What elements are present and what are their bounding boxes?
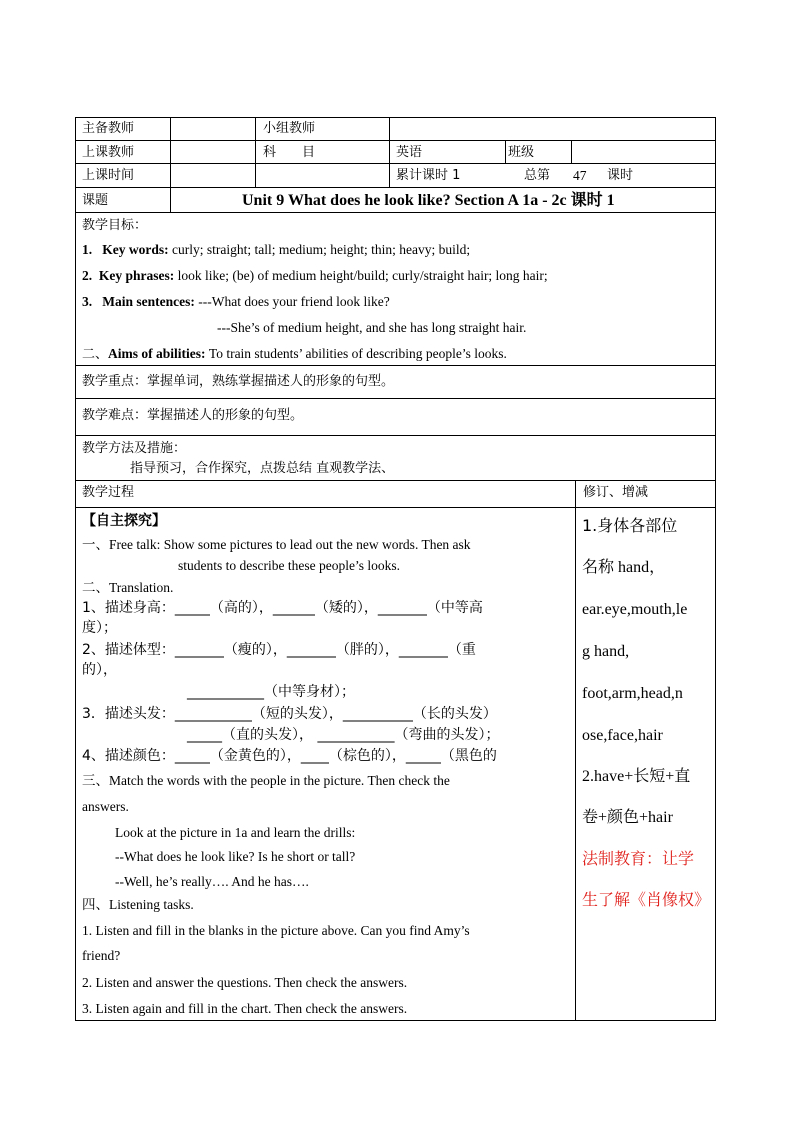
- objective-key-phrases: 2. Key phrases: look like; (be) of medium height/build; curly/straight hair; long hair;: [82, 268, 548, 283]
- translation-height: 1、描述身高：_____（高的），______（矮的），_______（中等高: [82, 600, 483, 616]
- listening-task-1-cont: friend?: [82, 948, 121, 963]
- methods-heading: 教学方法及措施：: [82, 441, 187, 456]
- translation-hair-cont: _____（直的头发）， ___________（弯曲的头发）；: [187, 727, 500, 743]
- revision-note-5: foot,arm,head,n: [582, 685, 683, 702]
- revision-note-6: ose,face,hair: [582, 727, 663, 744]
- drill-intro: Look at the picture in 1a and learn the drills:: [115, 825, 356, 840]
- class-teacher-label: 上课教师: [82, 145, 135, 160]
- class-time-label: 上课时间: [82, 168, 135, 183]
- objectives-heading: 教学目标：: [82, 218, 148, 233]
- revision-note-7: 2.have+长短+直: [582, 768, 691, 785]
- revision-note-3: ear.eye,mouth,le: [582, 601, 688, 618]
- objective-abilities: 二、Aims of abilities: To train students’ abilities of describing people’s looks.: [82, 346, 507, 362]
- revision-note-2: 名称 hand，: [582, 559, 666, 576]
- translation-build: 2、描述体型：_______（瘦的），_______（胖的），_______（重: [82, 642, 476, 658]
- objective-main-sentences: 3. Main sentences: ---What does your friend look like?: [82, 294, 390, 309]
- listening-task-1: 1. Listen and fill in the blanks in the picture above. Can you find Amy’s: [82, 923, 470, 938]
- key-points: 教学重点：掌握单词，熟练掌握描述人的形象的句型。: [82, 374, 395, 389]
- translation-medium-build: ___________（中等身材）；: [187, 684, 355, 700]
- translation-heading: 二、Translation.: [82, 580, 174, 595]
- listening-task-2: 2. Listen and answer the questions. Then check the answers.: [82, 975, 408, 990]
- translation-build-cont: 的），: [82, 662, 117, 678]
- revision-heading: 修订、增减: [583, 485, 649, 500]
- match-line-2: answers.: [82, 799, 129, 814]
- revision-note-8: 卷+颜色+hair: [582, 809, 673, 826]
- revision-law-note-1: 法制教育：让学: [582, 849, 695, 868]
- free-talk-line-2: students to describe these people’s looks.: [178, 558, 400, 573]
- revision-note-1: 1.身体各部位: [582, 516, 678, 535]
- lesson-plan-table: [75, 117, 716, 1021]
- subject-label: 科 目: [263, 145, 316, 160]
- translation-height-cont: 度）；: [82, 620, 117, 636]
- process-heading: 教学过程: [82, 485, 135, 500]
- lead-teacher-label: 主备教师: [82, 121, 135, 136]
- topic-title: Unit 9 What does he look like? Section A 1a - 2c 课时 1: [242, 192, 615, 209]
- objective-main-sentence-2: ---She’s of medium height, and she has long straight hair.: [217, 320, 527, 335]
- revision-note-4: g hand,: [582, 643, 630, 660]
- listening-task-3: 3. Listen again and fill in the chart. Then check the answers.: [82, 1001, 408, 1016]
- difficult-points: 教学难点：掌握描述人的形象的句型。: [82, 408, 304, 423]
- free-talk-line-1: 一、Free talk: Show some pictures to lead out the new words. Then ask: [82, 537, 471, 552]
- drill-answer: --Well, he’s really…. And he has….: [115, 874, 309, 889]
- translation-color: 4、描述颜色：_____（金黄色的），____（棕色的），_____（黑色的: [82, 748, 497, 764]
- class-label: 班级: [508, 145, 535, 160]
- total-value: 47: [573, 168, 587, 183]
- group-teacher-label: 小组教师: [263, 121, 316, 136]
- section-title: 【自主探究】: [82, 513, 166, 529]
- period-label: 课时: [607, 168, 634, 183]
- listening-heading: 四、Listening tasks.: [82, 897, 194, 912]
- topic-label: 课题: [82, 193, 109, 208]
- translation-hair: 3．描述头发：___________（短的头发），__________（长的头发）: [82, 706, 497, 722]
- revision-law-note-2: 生了解《肖像权》: [582, 890, 711, 909]
- cumulative-period-label: 累计课时 1: [396, 168, 461, 183]
- total-label: 总第: [524, 168, 551, 183]
- match-line-1: 三、Match the words with the people in the picture. Then check the: [82, 773, 450, 788]
- subject-value: 英语: [396, 145, 423, 160]
- drill-question: --What does he look like? Is he short or tall?: [115, 849, 356, 864]
- objective-key-words: 1. Key words: curly; straight; tall; medium; height; thin; heavy; build;: [82, 242, 471, 257]
- methods-text: 指导预习，合作探究，点拨总结 直观教学法、: [130, 461, 395, 476]
